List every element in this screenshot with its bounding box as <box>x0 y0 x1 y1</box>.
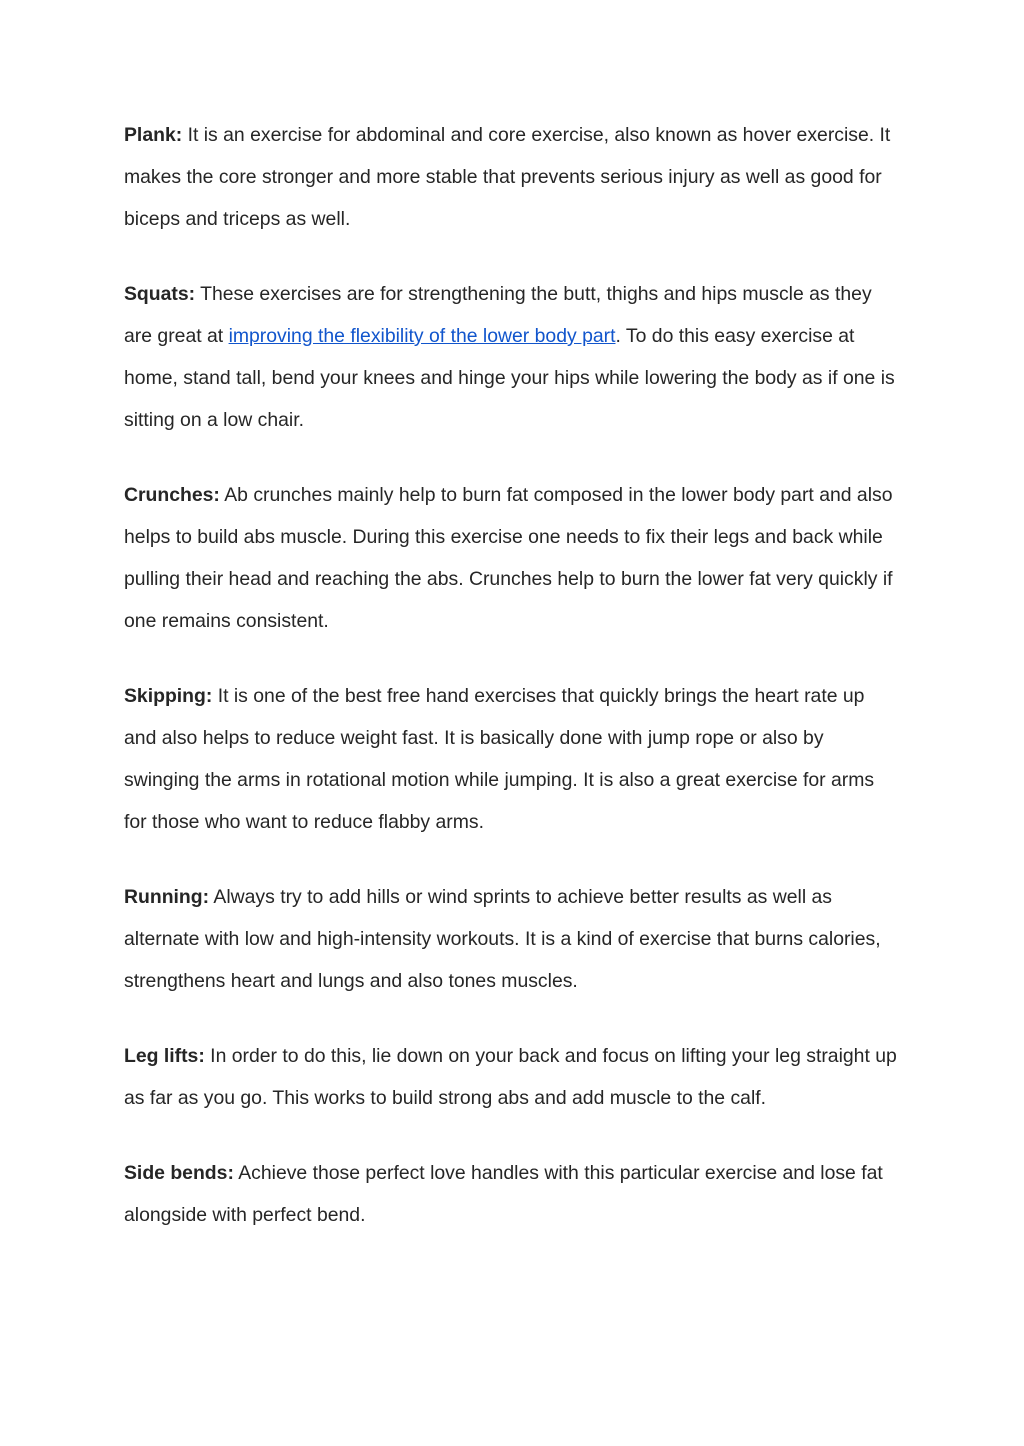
paragraph-running <box>124 876 902 1002</box>
flexibility-link[interactable]: improving the flexibility of the lower body part <box>228 325 616 347</box>
document-page <box>124 114 902 1269</box>
text-side-bends: Achieve those perfect love handles with this particular exercise and lose fat alongside with perfect bend. <box>124 1162 883 1226</box>
paragraph-side-bends <box>124 1152 902 1236</box>
term-squats: Squats: <box>124 283 196 305</box>
paragraph-crunches <box>124 474 902 642</box>
term-leg-lifts: Leg lifts: <box>124 1045 205 1067</box>
term-plank: Plank: <box>124 124 183 146</box>
paragraph-skipping <box>124 675 902 843</box>
text-leg-lifts: In order to do this, lie down on your back and focus on lifting your leg straight up as far as you go. This works to build strong abs and add muscle to the calf. <box>124 1045 897 1109</box>
term-skipping: Skipping: <box>124 685 213 707</box>
term-side-bends: Side bends: <box>124 1162 234 1184</box>
term-running: Running: <box>124 886 210 908</box>
text-running: Always try to add hills or wind sprints to achieve better results as well as alternate with low and high-intensity workouts. It is a kind of exercise that burns calories, strengthens heart and lungs and also tones muscles. <box>124 886 881 992</box>
paragraph-leg-lifts <box>124 1035 902 1119</box>
text-squats-before: These exercises are for strengthening the butt, thighs and hips muscle as they are great at <box>124 283 872 347</box>
text-squats-after: . To do this easy exercise at home, stand tall, bend your knees and hinge your hips while lowering the body as if one is sitting on a low chair. <box>124 325 895 431</box>
paragraph-plank <box>124 114 902 240</box>
term-crunches: Crunches: <box>124 484 220 506</box>
text-skipping: It is one of the best free hand exercises that quickly brings the heart rate up and also helps to reduce weight fast. It is basically done with jump rope or also by swinging the arms in rotational motion while jumping. It is also a great exercise for arms for those who want to reduce flabby arms. <box>124 685 875 833</box>
text-plank: It is an exercise for abdominal and core exercise, also known as hover exercise. It makes the core stronger and more stable that prevents serious injury as well as good for biceps and triceps as well. <box>124 124 891 230</box>
paragraph-squats <box>124 273 902 441</box>
text-crunches: Ab crunches mainly help to burn fat composed in the lower body part and also helps to build abs muscle. During this exercise one needs to fix their legs and back while pulling their head and reaching the abs. Crunches help to burn the lower fat very quickly if one remains consistent. <box>124 484 893 632</box>
